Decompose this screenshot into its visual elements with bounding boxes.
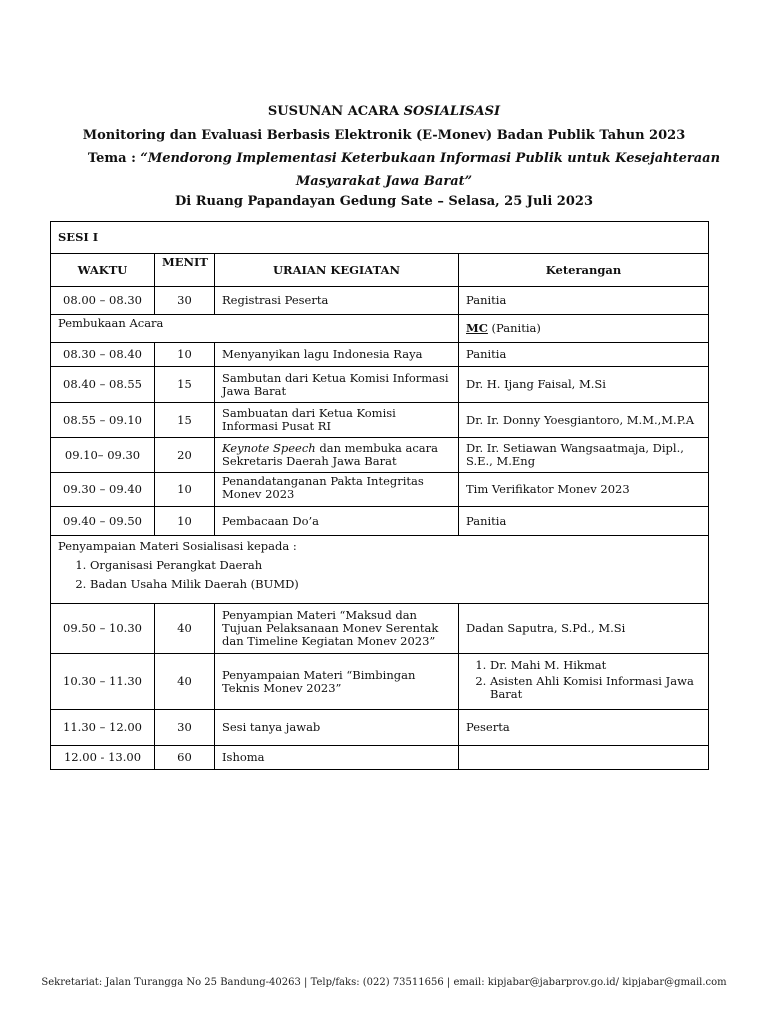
- materi-title: Penyampaian Materi Sosialisasi kepada :: [58, 539, 297, 553]
- col-waktu: WAKTU: [51, 254, 155, 287]
- list-item: 2. Badan Usaha Milik Daerah (BUMD): [90, 578, 701, 591]
- speaker-list: [466, 659, 701, 701]
- title-italic: SOSIALISASI: [403, 104, 501, 119]
- table-row: 12.00 - 13.00 60 Ishoma: [51, 746, 709, 770]
- materi-list: [58, 559, 701, 591]
- session-label: SESI I: [51, 222, 709, 254]
- list-item: 1. Dr. Mahi M. Hikmat: [490, 659, 701, 672]
- mc-cell: MC (Panitia): [459, 315, 709, 343]
- tema-line-2: Masyarakat Jawa Barat”: [295, 174, 473, 189]
- table-row: 11.30 – 12.00 30 Sesi tanya jawab Peserta: [51, 710, 709, 746]
- materi-row: [51, 536, 709, 604]
- table-row: 10.30 – 11.30 40 Penyampaian Materi “Bimbingan Teknis Monev 2023” 1. Dr. Mahi M. Hikmat 2. Asisten Ahli Komisi Informasi Jawa Barat: [51, 654, 709, 710]
- table-row: 09.30 – 09.40 10 Penandatanganan Pakta Integritas Monev 2023 Tim Verifikator Monev 2023: [51, 473, 709, 507]
- col-keterangan: Keterangan: [459, 254, 709, 287]
- session-row: [51, 222, 709, 254]
- table-row: 09.40 – 09.50 10 Pembacaan Do’a Panitia: [51, 507, 709, 536]
- col-uraian: URAIAN KEGIATAN: [215, 254, 459, 287]
- col-menit: MENIT: [155, 254, 215, 287]
- table-row: 09.50 – 10.30 40 Penyampian Materi “Maksud dan Tujuan Pelaksanaan Monev Serentak dan Timeline Kegiatan Monev 2023” Dadan Saputra, S.Pd., M.Si: [51, 604, 709, 654]
- list-item: 2. Asisten Ahli Komisi Informasi Jawa Barat: [490, 675, 701, 701]
- table-row: 08.40 – 08.55 15 Sambutan dari Ketua Komisi Informasi Jawa Barat Dr. H. Ijang Faisal, M.Si: [51, 367, 709, 403]
- table-row: 08.30 – 08.40 10 Menyanyikan lagu Indonesia Raya Panitia: [51, 343, 709, 367]
- agenda-table: [50, 221, 709, 770]
- pembukaan-row: Pembukaan Acara MC (Panitia): [51, 315, 709, 343]
- document-subtitle: Monitoring dan Evaluasi Berbasis Elektronik (E-Monev) Badan Publik Tahun 2023: [82, 128, 686, 143]
- table-row: 08.55 – 09.10 15 Sambuatan dari Ketua Komisi Informasi Pusat RI Dr. Ir. Donny Yoesgiantoro, M.M.,M.P.A: [51, 403, 709, 438]
- list-item: 1. Organisasi Perangkat Daerah: [90, 559, 701, 572]
- table-row: 08.00 – 08.30 30 Registrasi Peserta Panitia: [51, 287, 709, 315]
- event-location: Di Ruang Papandayan Gedung Sate – Selasa, 25 Juli 2023: [174, 194, 593, 209]
- footer-contact: Sekretariat: Jalan Turangga No 25 Bandung-40263 | Telp/faks: (022) 73511656 | email: kipjabar@jabarprov.go.id/ kipjabar@gmail.com: [41, 977, 727, 988]
- table-row: 09.10– 09.30 20 Keynote Speech dan membuka acara Sekretaris Daerah Jawa Barat Dr. Ir. Setiawan Wangsaatmaja, Dipl., S.E., M.Eng: [51, 438, 709, 473]
- document-title: SUSUNAN ACARA SOSIALISASI: [267, 104, 501, 119]
- table-header-row: [51, 254, 709, 287]
- tema-line-1: Tema : “Mendorong Implementasi Keterbukaan Informasi Publik untuk Kesejahteraan: [87, 151, 721, 166]
